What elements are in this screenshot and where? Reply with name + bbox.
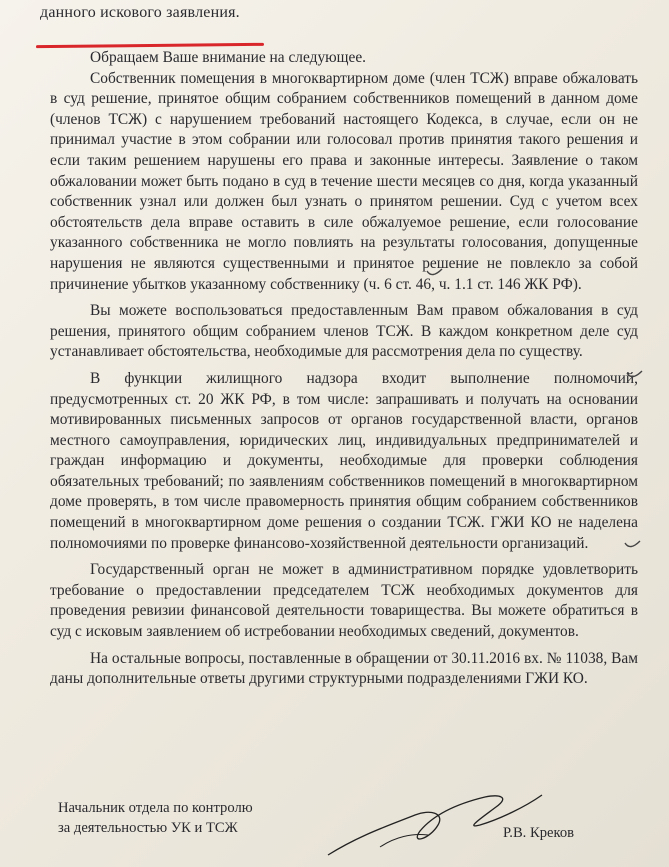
signatory-title — [58, 798, 253, 838]
paragraph-remaining-questions: На остальные вопросы, поставленные в обращении от 30.11.2016 вх. № 11038, Вам даны дополнительные ответы другими структурными подразделениями ГЖИ КО. — [50, 649, 638, 688]
signatory-title-line: за деятельностью УК и ТСЖ — [58, 820, 238, 836]
pencil-tick-mark — [426, 267, 444, 279]
signatory-name: Р.В. Креков — [503, 825, 575, 841]
paragraph-court-option: Вы можете воспользоваться предоставленным Вам правом обжалования в суд решения, принятого общим собранием членов ТСЖ. В каждом конкретном деле суд устанавливает обстоятельства, необходимые для рассмотрения дела по существу. — [50, 302, 638, 361]
paragraph-appeal-right: Собственник помещения в многоквартирном доме (член ТСЖ) вправе обжаловать в суд решение, принятое общим собранием собственников помещений в данном доме (членов ТСЖ) с нарушением требований настоящего Кодекса, в случае, если он не принимал участие в этом собрании или голосовал против принятия такого решения и если таким решением нарушены его права и законные интересы. Заявление о таком обжаловании может быть подано в суд в течение шести месяцев со дня, когда указанный собственник узнал или должен был узнать о принятом решении. Суд с учетом всех обстоятельств дела вправе оставить в силе обжалуемое решение, если голосование указанного собственника не могло повлиять на результаты голосования, допущенные нарушения не являются существенными и принятое решение не повлекло за собой причинение убытков указанному собственнику (ч. 6 ст. 46, ч. 1.1 ст. 146 ЖК РФ). — [50, 69, 638, 293]
signatory-title-line: Начальник отдела по контролю — [58, 800, 253, 816]
pencil-tick-mark — [626, 369, 644, 381]
paragraph-housing-supervision: В функции жилищного надзора входит выполнение полномочий, предусмотренных ст. 20 ЖК РФ, в том числе: запрашивать и получать на основании мотивированных письменных запросов от органов государственной власти, органов местного самоуправления, юридических лиц, индивидуальных предпринимателей и граждан информацию и документы, необходимые для проверки соблюдения обязательных требований; по заявлениям собственников помещений в многоквартирном доме проверять, в том числе правомерность принятия общим собранием собственников помещений в многоквартирном доме решения о создании ТСЖ. ГЖИ КО не наделена полномочиями по проверке финансово-хозяйственной деятельности организаций. — [50, 369, 638, 552]
pencil-tick-mark — [624, 539, 642, 551]
opening-fragment: данного искового заявления. — [40, 4, 240, 21]
paragraph-attention: Обращаем Ваше внимание на следующее. — [90, 49, 366, 66]
letter-body — [50, 48, 638, 696]
paragraph-state-authority: Государственный орган не может в административном порядке удовлетворить требование о предоставлении председателем ТСЖ необходимых документов для проведения ревизии финансовой деятельности товарищества. Вы можете обратиться в суд с исковым заявлением об истребовании необходимых сведений, документов. — [50, 561, 638, 641]
